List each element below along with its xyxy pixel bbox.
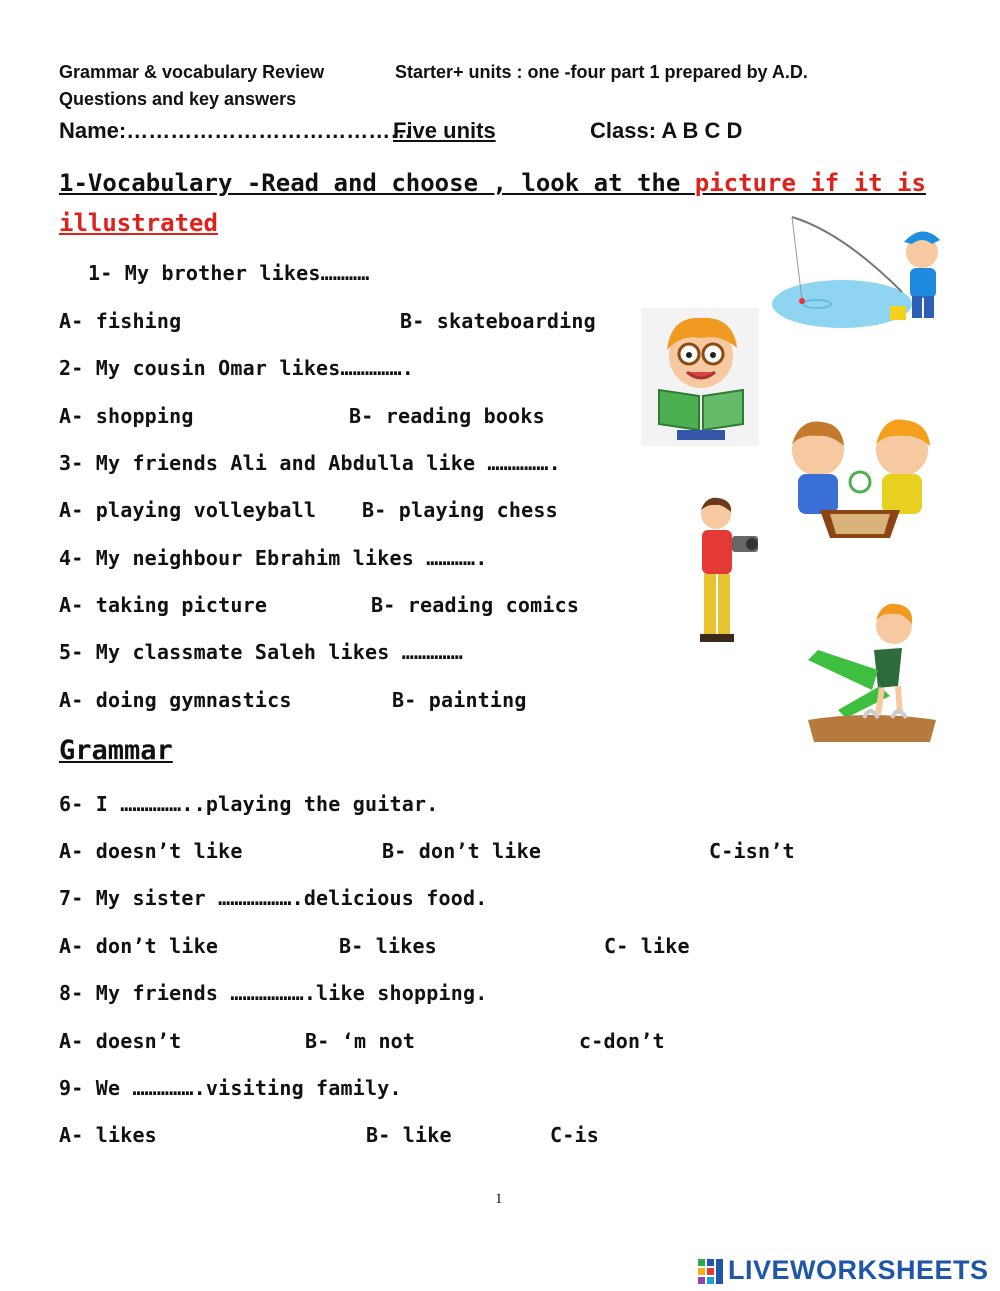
q8-option-a[interactable]: A- doesn’t	[59, 1029, 182, 1053]
q6-option-b[interactable]: B- don’t like	[382, 839, 542, 863]
q9-option-a[interactable]: A- likes	[59, 1123, 157, 1147]
unit-info: Starter+ units : one -four part 1 prepared by A.D.	[395, 62, 808, 82]
worksheet-title: Grammar & vocabulary Review	[59, 62, 325, 82]
boy-fishing-image	[772, 212, 940, 330]
question-9: 9- We …………….visiting family.	[59, 1076, 402, 1100]
boy-reading-book-image	[641, 308, 759, 446]
q6-option-a[interactable]: A- doesn’t like	[59, 839, 243, 863]
question-3: 3- My friends Ali and Abdulla like …………….	[59, 451, 561, 475]
liveworksheets-logo-icon	[698, 1258, 724, 1284]
q9-option-b[interactable]: B- like	[366, 1123, 452, 1147]
question-2: 2- My cousin Omar likes…………….	[59, 356, 414, 380]
vocab-heading-red: picture if it is	[694, 169, 926, 197]
page-number: 1	[495, 1191, 503, 1207]
units-label: Five units	[393, 118, 496, 143]
liveworksheets-logo-text: LIVEWORKSHEETS	[728, 1255, 989, 1285]
q7-option-a[interactable]: A- don’t like	[59, 934, 219, 958]
vocab-heading-red-cont: illustrated	[59, 209, 218, 237]
liveworksheets-logo[interactable]	[698, 1255, 989, 1286]
vocab-heading	[59, 169, 926, 197]
q6-option-c[interactable]: C-isn’t	[709, 839, 795, 863]
question-4: 4- My neighbour Ebrahim likes ………….	[59, 546, 488, 570]
q2-option-b[interactable]: B- reading books	[349, 404, 545, 428]
q3-option-a[interactable]: A- playing volleyball	[59, 498, 317, 522]
q5-option-b[interactable]: B- painting	[392, 688, 527, 712]
question-6: 6- I ……………..playing the guitar.	[59, 792, 439, 816]
q3-option-b[interactable]: B- playing chess	[362, 498, 558, 522]
worksheet-subtitle: Questions and key answers	[59, 89, 297, 109]
boy-taking-picture-image	[692, 496, 768, 646]
grammar-heading: Grammar	[59, 735, 173, 766]
q4-option-a[interactable]: A- taking picture	[59, 593, 268, 617]
q1-option-a[interactable]: A- fishing	[59, 309, 182, 333]
q8-option-c[interactable]: c-don’t	[579, 1029, 665, 1053]
q1-option-b[interactable]: B- skateboarding	[400, 309, 596, 333]
q2-option-a[interactable]: A- shopping	[59, 404, 194, 428]
q9-option-c[interactable]: C-is	[550, 1123, 599, 1147]
question-1: 1- My brother likes…………	[88, 261, 370, 285]
name-field-label: Name:…………………………………	[59, 118, 413, 143]
q8-option-b[interactable]: B- ‘m not	[305, 1029, 416, 1053]
boys-playing-chess-image	[780, 414, 940, 540]
q7-option-b[interactable]: B- likes	[339, 934, 437, 958]
question-7: 7- My sister ……………….delicious food.	[59, 886, 488, 910]
question-8: 8- My friends ……………….like shopping.	[59, 981, 488, 1005]
question-5: 5- My classmate Saleh likes ……………	[59, 640, 463, 664]
q4-option-b[interactable]: B- reading comics	[371, 593, 580, 617]
vocab-heading-text: 1-Vocabulary -Read and choose , look at the	[59, 169, 695, 197]
q5-option-a[interactable]: A- doing gymnastics	[59, 688, 292, 712]
q7-option-c[interactable]: C- like	[604, 934, 690, 958]
boy-doing-gymnastics-image	[798, 600, 940, 744]
class-label: Class: A B C D	[590, 118, 743, 143]
